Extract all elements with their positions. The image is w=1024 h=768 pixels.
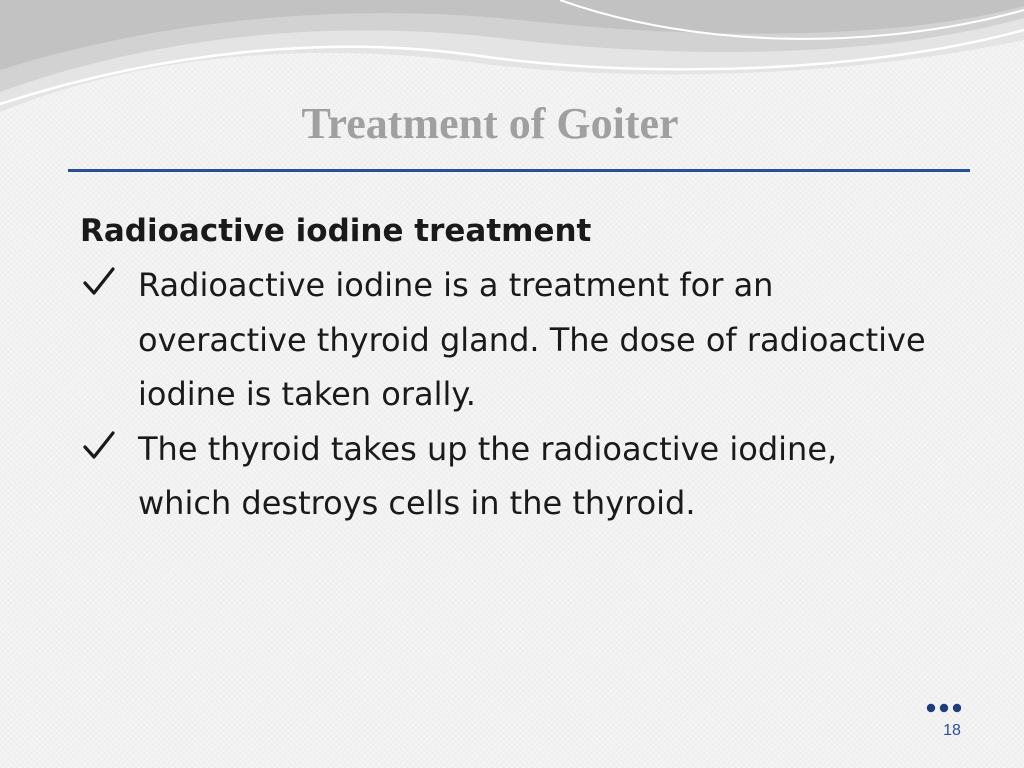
checkmark-icon (80, 428, 118, 466)
ellipsis-icon (924, 700, 964, 716)
bullet-item (80, 258, 940, 422)
bullet-text: The thyroid takes up the radioactive iodine, which destroys cells in the thyroid. (138, 429, 838, 522)
bullet-text: Radioactive iodine is a treatment for an overactive thyroid gland. The dose of radioactive iodine is taken orally. (138, 266, 926, 413)
title-divider (68, 169, 970, 172)
section-heading: Radioactive iodine treatment (80, 213, 592, 249)
page-number: 18 (943, 722, 961, 739)
checkmark-icon (80, 264, 118, 302)
bullet-item (80, 422, 940, 531)
bullet-list (80, 258, 940, 531)
slide-title: Treatment of Goiter (301, 99, 679, 148)
